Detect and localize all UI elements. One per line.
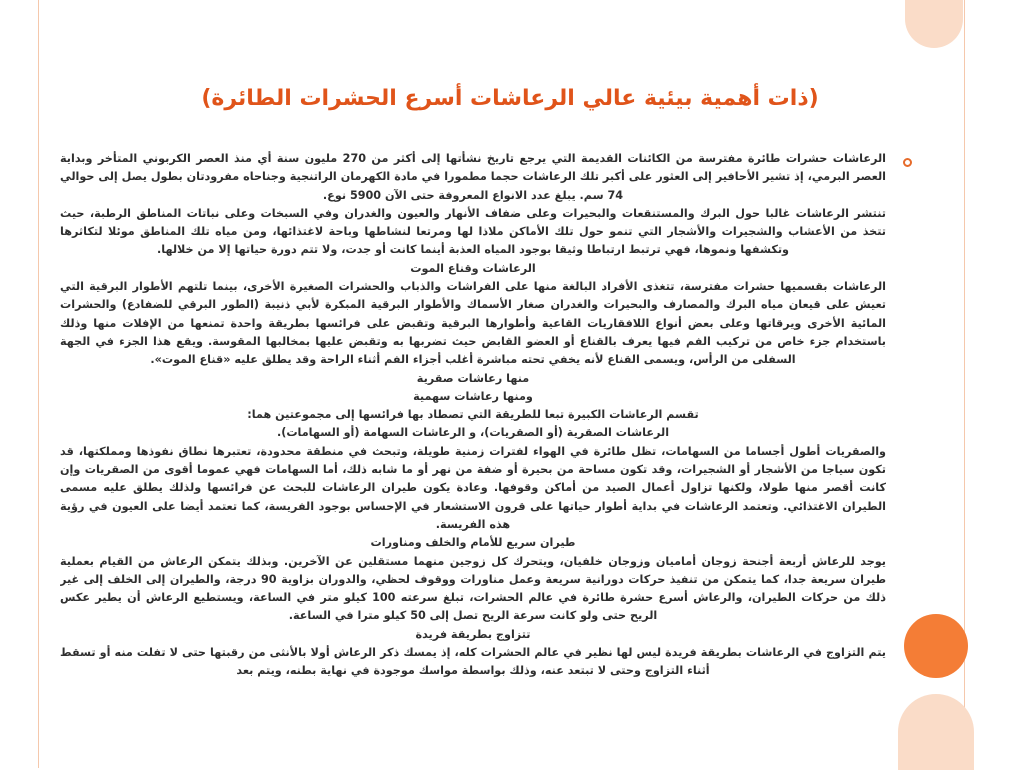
paragraph-hunting: والصقريات أطول أجساما من السهامات، تظل طائرة في الهواء لفترات زمنية طويلة، وتبحث في منطقة محدودة، تعتبرها نطاق نفوذها ومملكتها، قد تكون سياجا من الأشجار أو الشجيرات، وقد تكون مساحة من بحيرة أو ضفة من نهر أو ما شابه ذلك، أما السهامات فهي عموما أقوى من الصقريات وإن كانت أقصر منها طولا، ولكنها تزاول أعمال الصيد من أماكن وقوفها. وعادة يكون طيران الرعاشات للبحث عن فرائسها ولذلك يطلق عليه مسمى الطيران الاغتذائي. وتعتمد الرعاشات في بداية أطوار حياتها على قرون الاستشعار في الإحساس بوجود الفريسة، كما تعتمد أيضا على العيون في رؤية هذه الفريسة.: [60, 444, 886, 531]
slide-body: [60, 150, 886, 746]
decor-circle-bottom: [898, 694, 974, 770]
heading-mating: تتزاوج بطريقة فريدة: [415, 627, 531, 641]
paragraph-predation: الرعاشات بقسميها حشرات مفترسة، تتغذى الأفراد البالغة منها على الفراشات والذباب والحشرات الصغيرة الأخرى، بينما تلتهم الأطوار البرقية التي تعيش على قيعان مياه البرك والمصارف والبحيرات والغدران صغار الأسماك والأطوار البرقية المبكرة لأبي ذنيبة (الطور البرقي للضفادع) والحشرات المائية الأخرى ويرقاتها وعلى بعض أنواع اللافقاريات القاعية وأطوارها البرقية وتقبض على فرائسها بطريقة واحدة تمنعها من الإفلات منها وذلك باستخدام جزء خاص من تركيب الفم فيها يعرف بالقناع أو العضو القابض حيث تضربها به وتقبض عليها بمخالبها المقوسة. ويقع هذا الجزء في الجهة السفلى من الرأس، ويسمى القناع لأنه يخفي تحته مباشرة أغلب أجزاء الفم أثناء الراحة وقد يطلق عليه «قناع الموت».: [60, 280, 886, 367]
bullet-icon: [903, 158, 912, 167]
paragraph-intro: الرعاشات حشرات طائرة مفترسة من الكائنات القديمة التي يرجع تاريخ نشأتها إلى أكثر من 270 مليون سنة أي منذ العصر الكربوني المتأخر وبداية العصر البرمي، إذ تشير الأحافير إلى العثور على أكبر تلك الرعاشات حجما مطمورا في مادة الكهرمان الراتنجية وجناحاه مفرودتان بطول يصل إلى حوالي 74 سم. يبلغ عدد الانواع المعروفة حتى الآن 5900 نوع.: [60, 152, 886, 202]
paragraph-flight: يوجد للرعاش أربعة أجنحة زوجان أماميان وزوجان خلفيان، ويتحرك كل زوجين منهما مستقلين عن الآخرين. وبذلك يتمكن الرعاش من القيام بعملية طيران سريعة جدا، كما يتمكن من تنفيذ حركات دورانية سريعة وعمل مناورات ووقوف لحظي، والدوران بزاوية 90 درجة، والطيران إلى الخلف إلى غير ذلك من حركات الطيران، والرعاش أسرع حشرة طائرة في عالم الحشرات، تبلغ سرعته 100 كيلو متر في الساعة، ويستطيع الرعاش أن يطير عكس الريح حتى ولو كانت سرعة الريح تصل إلى 50 كيلو مترا في الساعة.: [60, 554, 886, 623]
heading-death-mask: الرعاشات وقناع الموت: [410, 261, 536, 275]
paragraph-groups: تقسم الرعاشات الكبيرة تبعا للطريقة التي تصطاد بها فرائسها إلى مجموعتين هما:: [247, 408, 699, 422]
paragraph-mating: يتم التزاوج في الرعاشات بطريقة فريدة ليس لها نظير في عالم الحشرات كله، إذ يمسك ذكر الرعاش أولا بالأنثى من رقبتها حتى لا تفلت منه أو تسقط أثناء التزاوج وحتى لا تبتعد عنه، وذلك بواسطة مواسك موجودة في نهاية بطنه، ويتم بعد: [60, 646, 886, 678]
slide-title: (ذات أهمية بيئية عالي الرعاشات أسرع الحشرات الطائرة): [201, 86, 819, 111]
paragraph-groups-names: الرعاشات الصقرية (أو الصقريات)، و الرعاشات السهامة (أو السهامات).: [276, 426, 670, 440]
heading-flight: طيران سريع للأمام والخلف ومناورات: [370, 536, 576, 550]
heading-arrow: ومنها رعاشات سهمية: [413, 389, 533, 403]
paragraph-habitat: تنتشر الرعاشات غالبا حول البرك والمستنقعات والبحيرات وعلى ضفاف الأنهار والعيون والغدران وفي السبخات وعلى نباتات المناطق الرطبة، حيث تتخذ من الأعشاب والشجيرات والأشجار التي تنمو حول تلك الأماكن ملاذا لها ومرتعا لنشاطها وباحة لاغتذائها، ومن مياه تلك المناطق موئلا لتكاثرها وتكشفها ونموها، فهي ترتبط ارتباطا وثيقا بوجود المياه العذبة أينما كانت أو جدت، ولا تتم دورة حياتها إلا من خلالها.: [60, 206, 886, 257]
heading-falcon: منها رعاشات صقرية: [416, 371, 530, 385]
decor-circle-orange: [904, 614, 968, 678]
